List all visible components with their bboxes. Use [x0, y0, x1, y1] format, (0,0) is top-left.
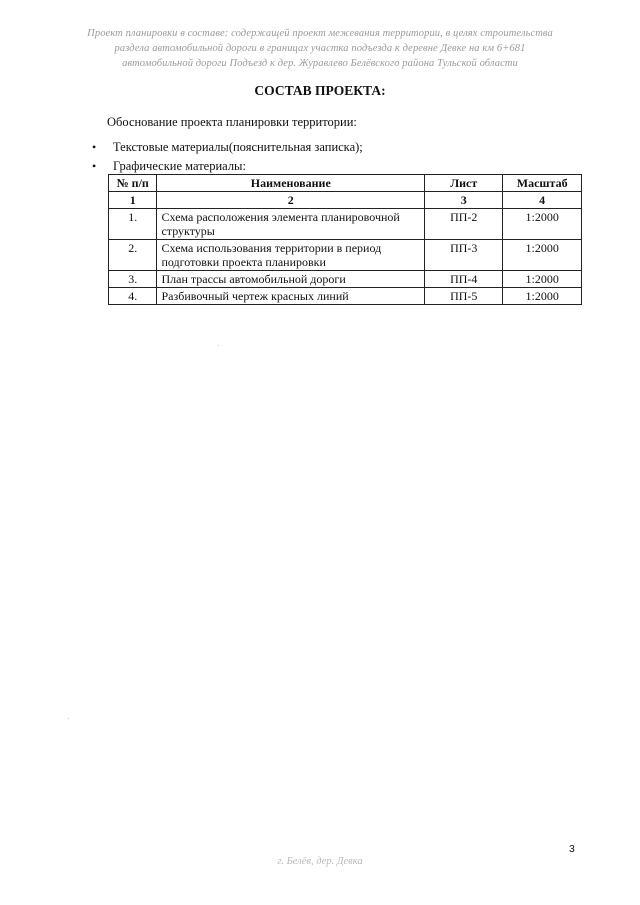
row-number: 4. [109, 288, 157, 305]
row-number: 3. [109, 271, 157, 288]
document-header [70, 26, 570, 71]
row-scale: 1:2000 [503, 240, 582, 271]
column-number: 1 [109, 192, 157, 209]
row-name: Схема использования территории в период подготовки проекта планировки [157, 240, 425, 271]
row-sheet: ПП-5 [425, 288, 503, 305]
list-item-text: Текстовые материалы(пояснительная записка); [113, 140, 363, 154]
table-header-row [109, 175, 582, 192]
scan-speck [68, 718, 69, 719]
column-header-scale: Масштаб [503, 175, 582, 192]
row-sheet: ПП-3 [425, 240, 503, 271]
row-name: Разбивочный чертеж красных линий [157, 288, 425, 305]
header-line: Проект планировки в составе: содержащей проект межевания территории, в целях строительства [87, 28, 553, 39]
column-number-row [109, 192, 582, 209]
column-header-number: № п/п [109, 175, 157, 192]
materials-table [108, 174, 582, 305]
document-footer: г. Белёв, дер. Девка [277, 856, 363, 867]
table-row [109, 240, 582, 271]
column-header-sheet: Лист [425, 175, 503, 192]
row-sheet: ПП-2 [425, 209, 503, 240]
column-number: 3 [425, 192, 503, 209]
header-line: раздела автомобильной дороги в границах участка подъезда к деревне Девке на км 6+681 [114, 43, 526, 54]
row-sheet: ПП-4 [425, 271, 503, 288]
column-number: 4 [503, 192, 582, 209]
materials-list [92, 138, 363, 176]
row-scale: 1:2000 [503, 209, 582, 240]
table-row [109, 209, 582, 240]
header-line: автомобильной дороги Подъезд к дер. Журавлево Белёвского района Тульской области [122, 58, 518, 69]
row-number: 1. [109, 209, 157, 240]
bullet-icon: • [92, 140, 97, 154]
bullet-icon: • [92, 159, 97, 173]
row-scale: 1:2000 [503, 271, 582, 288]
table-row [109, 271, 582, 288]
column-number: 2 [157, 192, 425, 209]
row-number: 2. [109, 240, 157, 271]
column-header-name: Наименование [157, 175, 425, 192]
page-title: СОСТАВ ПРОЕКТА: [254, 83, 386, 98]
table-row [109, 288, 582, 305]
section-subtitle: Обоснование проекта планировки территории: [107, 115, 357, 129]
scan-speck [218, 345, 219, 346]
row-name: Схема расположения элемента планировочной структуры [157, 209, 425, 240]
list-item [92, 138, 363, 157]
list-item-text: Графические материалы: [113, 159, 246, 173]
page-number: 3 [569, 843, 575, 855]
row-scale: 1:2000 [503, 288, 582, 305]
row-name: План трассы автомобильной дороги [157, 271, 425, 288]
